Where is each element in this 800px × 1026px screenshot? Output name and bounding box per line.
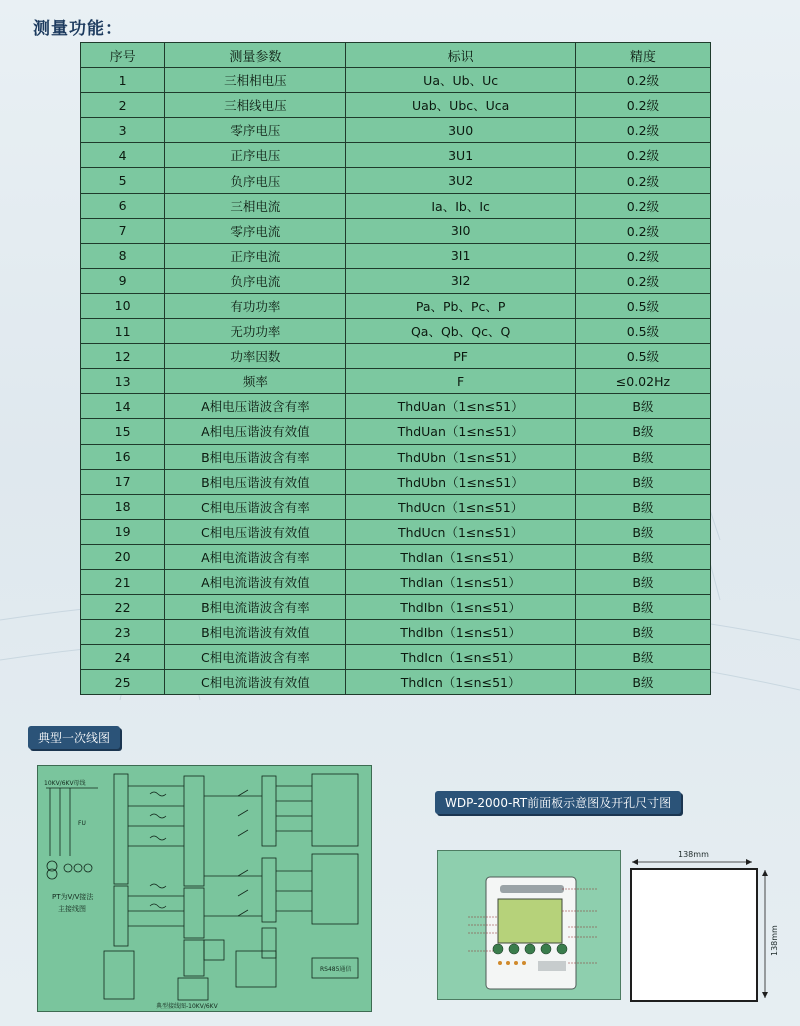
cell-accuracy: 0.5级 (575, 293, 710, 318)
table-row (81, 444, 711, 469)
main-wiring-label: 主接线图 (58, 905, 86, 913)
cell-parameter: C相电压谐波含有率 (165, 494, 346, 519)
cell-parameter: A相电压谐波含有率 (165, 394, 346, 419)
cell-parameter: 零序电压 (165, 118, 346, 143)
table-row (81, 118, 711, 143)
cell-symbol: PF (346, 344, 575, 369)
cell-index: 20 (81, 544, 165, 569)
cell-parameter: 无功功率 (165, 319, 346, 344)
table-row (81, 218, 711, 243)
cell-index: 13 (81, 369, 165, 394)
cell-symbol: ThdIcn（1≤n≤51） (346, 670, 575, 695)
cell-parameter: B相电压谐波有效值 (165, 469, 346, 494)
table-row (81, 369, 711, 394)
cell-accuracy: 0.2级 (575, 68, 710, 93)
table-row (81, 319, 711, 344)
table-row (81, 68, 711, 93)
cell-symbol: ThdIan（1≤n≤51） (346, 569, 575, 594)
height-arrow (760, 868, 770, 1000)
cell-accuracy: 0.2级 (575, 268, 710, 293)
cell-accuracy: 0.2级 (575, 93, 710, 118)
table-row (81, 544, 711, 569)
cell-symbol: Ia、Ib、Ic (346, 193, 575, 218)
cell-index: 17 (81, 469, 165, 494)
cell-accuracy: B级 (575, 394, 710, 419)
front-panel-drawing (438, 851, 620, 999)
cell-parameter: 频率 (165, 369, 346, 394)
table-row (81, 168, 711, 193)
cell-parameter: 正序电流 (165, 243, 346, 268)
table-row (81, 243, 711, 268)
table-row (81, 93, 711, 118)
cell-parameter: 负序电流 (165, 268, 346, 293)
cell-parameter: C相电压谐波有效值 (165, 519, 346, 544)
header-parameter: 测量参数 (165, 43, 346, 68)
cell-index: 24 (81, 645, 165, 670)
cell-accuracy: B级 (575, 544, 710, 569)
cell-index: 14 (81, 394, 165, 419)
table-row (81, 293, 711, 318)
cell-accuracy: 0.2级 (575, 218, 710, 243)
cell-symbol: ThdIbn（1≤n≤51） (346, 595, 575, 620)
cell-accuracy: B级 (575, 419, 710, 444)
cell-parameter: 功率因数 (165, 344, 346, 369)
table-row (81, 569, 711, 594)
cell-parameter: C相电流谐波含有率 (165, 645, 346, 670)
table-row (81, 268, 711, 293)
table-row (81, 193, 711, 218)
cell-symbol: ThdIan（1≤n≤51） (346, 544, 575, 569)
cell-accuracy: ≤0.02Hz (575, 369, 710, 394)
cell-index: 6 (81, 193, 165, 218)
cell-accuracy: B级 (575, 444, 710, 469)
cell-parameter: 三相线电压 (165, 93, 346, 118)
cell-symbol: F (346, 369, 575, 394)
table-row (81, 519, 711, 544)
header-accuracy: 精度 (575, 43, 710, 68)
cell-accuracy: 0.2级 (575, 118, 710, 143)
cell-parameter: A相电压谐波有效值 (165, 419, 346, 444)
cell-symbol: 3I2 (346, 268, 575, 293)
cell-symbol: 3I0 (346, 218, 575, 243)
width-dimension: 138mm (678, 850, 709, 859)
header-index: 序号 (81, 43, 165, 68)
cell-symbol: ThdIbn（1≤n≤51） (346, 620, 575, 645)
table-body (81, 68, 711, 695)
cell-parameter: B相电压谐波含有率 (165, 444, 346, 469)
rs485-label: RS485通信 (320, 966, 352, 973)
cell-accuracy: B级 (575, 569, 710, 594)
cell-index: 4 (81, 143, 165, 168)
cell-accuracy: 0.2级 (575, 243, 710, 268)
cell-index: 12 (81, 344, 165, 369)
cell-index: 11 (81, 319, 165, 344)
width-arrow (630, 858, 754, 866)
cell-index: 21 (81, 569, 165, 594)
page-heading: 测量功能： (33, 19, 123, 39)
cell-accuracy: 0.5级 (575, 344, 710, 369)
cell-symbol: ThdUan（1≤n≤51） (346, 419, 575, 444)
cell-index: 1 (81, 68, 165, 93)
cell-symbol: 3U2 (346, 168, 575, 193)
cell-index: 23 (81, 620, 165, 645)
wiring-diagram-label: 典型一次线图 (28, 726, 120, 749)
table-row (81, 143, 711, 168)
cell-index: 9 (81, 268, 165, 293)
table-row (81, 595, 711, 620)
cell-accuracy: 0.2级 (575, 168, 710, 193)
table-row (81, 645, 711, 670)
header-symbol: 标识 (346, 43, 575, 68)
cell-symbol: ThdUan（1≤n≤51） (346, 394, 575, 419)
cell-symbol: ThdUcn（1≤n≤51） (346, 519, 575, 544)
cell-symbol: Uab、Ubc、Uca (346, 93, 575, 118)
cell-index: 3 (81, 118, 165, 143)
cell-parameter: B相电流谐波有效值 (165, 620, 346, 645)
cell-index: 2 (81, 93, 165, 118)
fu-label: FU (78, 820, 86, 827)
cell-accuracy: B级 (575, 595, 710, 620)
cell-index: 15 (81, 419, 165, 444)
panel-cutout (630, 868, 758, 1002)
measurement-table (80, 42, 711, 695)
cell-accuracy: B级 (575, 645, 710, 670)
cell-parameter: A相电流谐波含有率 (165, 544, 346, 569)
cell-accuracy: B级 (575, 519, 710, 544)
table-row (81, 419, 711, 444)
cell-parameter: 三相电流 (165, 193, 346, 218)
cell-accuracy: 0.2级 (575, 193, 710, 218)
cell-symbol: 3U0 (346, 118, 575, 143)
table-row (81, 670, 711, 695)
table-row (81, 394, 711, 419)
cell-symbol: 3U1 (346, 143, 575, 168)
cell-symbol: Ua、Ub、Uc (346, 68, 575, 93)
cell-index: 5 (81, 168, 165, 193)
table-row (81, 344, 711, 369)
pt-note: PT为V/V接法 (52, 893, 94, 901)
height-dimension: 138mm (770, 925, 779, 956)
cell-parameter: 有功功率 (165, 293, 346, 318)
cell-symbol: ThdUbn（1≤n≤51） (346, 469, 575, 494)
cell-accuracy: 0.2级 (575, 143, 710, 168)
cell-accuracy: B级 (575, 620, 710, 645)
cell-index: 25 (81, 670, 165, 695)
cell-symbol: Pa、Pb、Pc、P (346, 293, 575, 318)
cell-index: 16 (81, 444, 165, 469)
cell-accuracy: B级 (575, 494, 710, 519)
cell-parameter: B相电流谐波含有率 (165, 595, 346, 620)
cell-symbol: Qa、Qb、Qc、Q (346, 319, 575, 344)
cell-parameter: A相电流谐波有效值 (165, 569, 346, 594)
wiring-diagram-drawing (38, 766, 371, 1011)
table-row (81, 620, 711, 645)
cell-index: 7 (81, 218, 165, 243)
cell-parameter: C相电流谐波有效值 (165, 670, 346, 695)
cell-symbol: ThdUcn（1≤n≤51） (346, 494, 575, 519)
cell-index: 19 (81, 519, 165, 544)
cell-parameter: 正序电压 (165, 143, 346, 168)
cell-parameter: 负序电压 (165, 168, 346, 193)
cell-symbol: 3I1 (346, 243, 575, 268)
cell-symbol: ThdIcn（1≤n≤51） (346, 645, 575, 670)
table-row (81, 469, 711, 494)
cell-accuracy: 0.5级 (575, 319, 710, 344)
cell-accuracy: B级 (575, 469, 710, 494)
cell-index: 18 (81, 494, 165, 519)
bus-label: 10KV/6KV母线 (44, 780, 86, 787)
cell-accuracy: B级 (575, 670, 710, 695)
wiring-caption: 典型接线图-10KV/6KV (156, 1003, 218, 1010)
front-panel-label: WDP-2000-RT前面板示意图及开孔尺寸图 (435, 791, 681, 814)
front-panel-diagram (437, 850, 621, 1000)
cell-symbol: ThdUbn（1≤n≤51） (346, 444, 575, 469)
cell-index: 22 (81, 595, 165, 620)
cell-parameter: 零序电流 (165, 218, 346, 243)
table-row (81, 494, 711, 519)
cell-parameter: 三相相电压 (165, 68, 346, 93)
cell-index: 8 (81, 243, 165, 268)
cell-index: 10 (81, 293, 165, 318)
wiring-diagram (37, 765, 372, 1012)
table-header-row (81, 43, 711, 68)
